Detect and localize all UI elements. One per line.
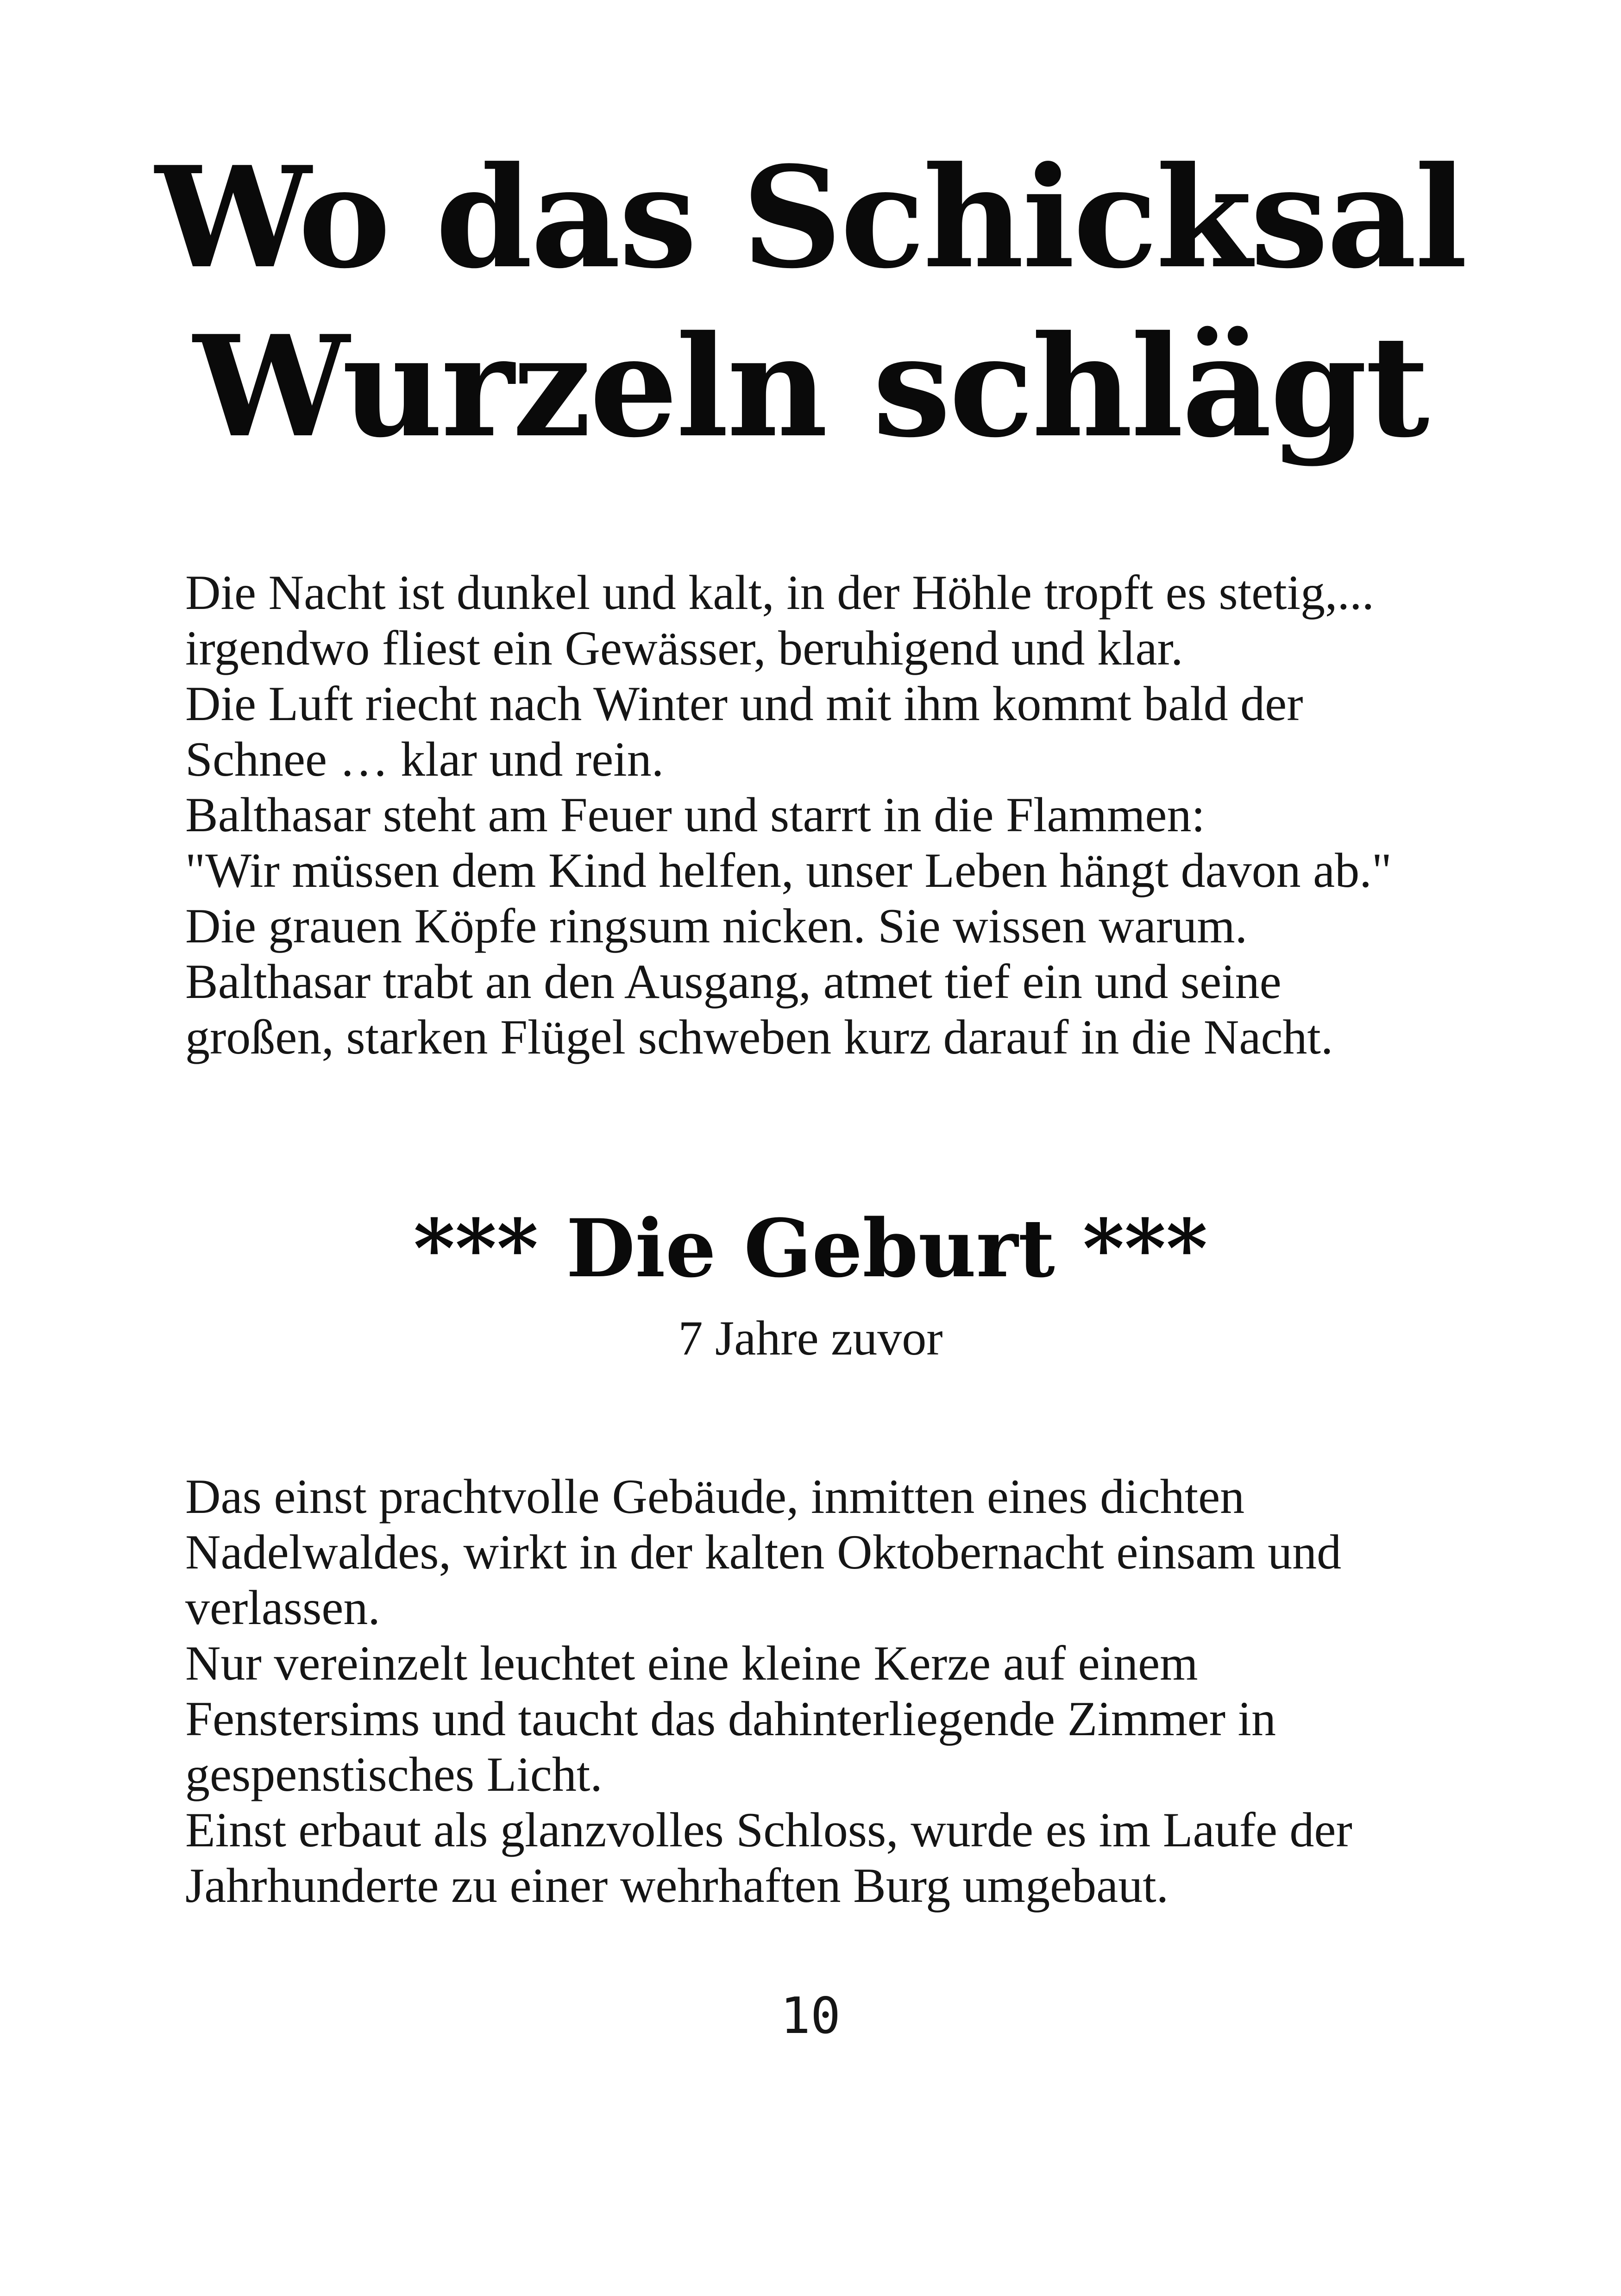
text-line: Nur vereinzelt leuchtet eine kleine Kerze auf einem [185,1636,1198,1690]
text-line: Balthasar trabt an den Ausgang, atmet tief ein und seine [185,954,1282,1009]
text-line: Jahrhunderte zu einer wehrhaften Burg umgebaut. [185,1858,1169,1913]
text-line: Das einst prachtvolle Gebäude, inmitten eines dichten [185,1469,1245,1524]
chapter-heading: *** Die Geburt *** [413,1201,1208,1295]
text-line: großen, starken Flügel schweben kurz darauf in die Nacht. [185,1010,1333,1064]
text-line: Die Nacht ist dunkel und kalt, in der Höhle tropft es stetig,... [185,565,1375,620]
page-title-line-2: Wurzeln schlägt [193,305,1428,468]
intro-paragraph [185,565,1445,1065]
text-line: Die grauen Köpfe ringsum nicken. Sie wissen warum. [185,899,1248,953]
chapter-subtitle: 7 Jahre zuvor [678,1311,943,1365]
text-line: irgendwo fliest ein Gewässer, beruhigend und klar. [185,621,1183,675]
page-number: 10 [780,1987,841,2045]
text-line: gespenstisches Licht. [185,1747,603,1801]
text-line: Balthasar steht am Feuer und starrt in die Flammen: [185,788,1205,842]
chapter-paragraph [185,1469,1445,1913]
text-line: verlassen. [185,1581,380,1635]
text-line: Einst erbaut als glanzvolles Schloss, wurde es im Laufe der [185,1803,1352,1857]
page-title-line-1: Wo das Schicksal [155,136,1466,299]
text-line: "Wir müssen dem Kind helfen, unser Leben hängt davon ab." [185,843,1392,897]
text-line: Die Luft riecht nach Winter und mit ihm kommt bald der [185,677,1303,731]
text-line: Fenstersims und taucht das dahinterliegende Zimmer in [185,1692,1276,1746]
text-line: Nadelwaldes, wirkt in der kalten Oktobernacht einsam und [185,1525,1342,1579]
text-line: Schnee … klar und rein. [185,732,664,786]
